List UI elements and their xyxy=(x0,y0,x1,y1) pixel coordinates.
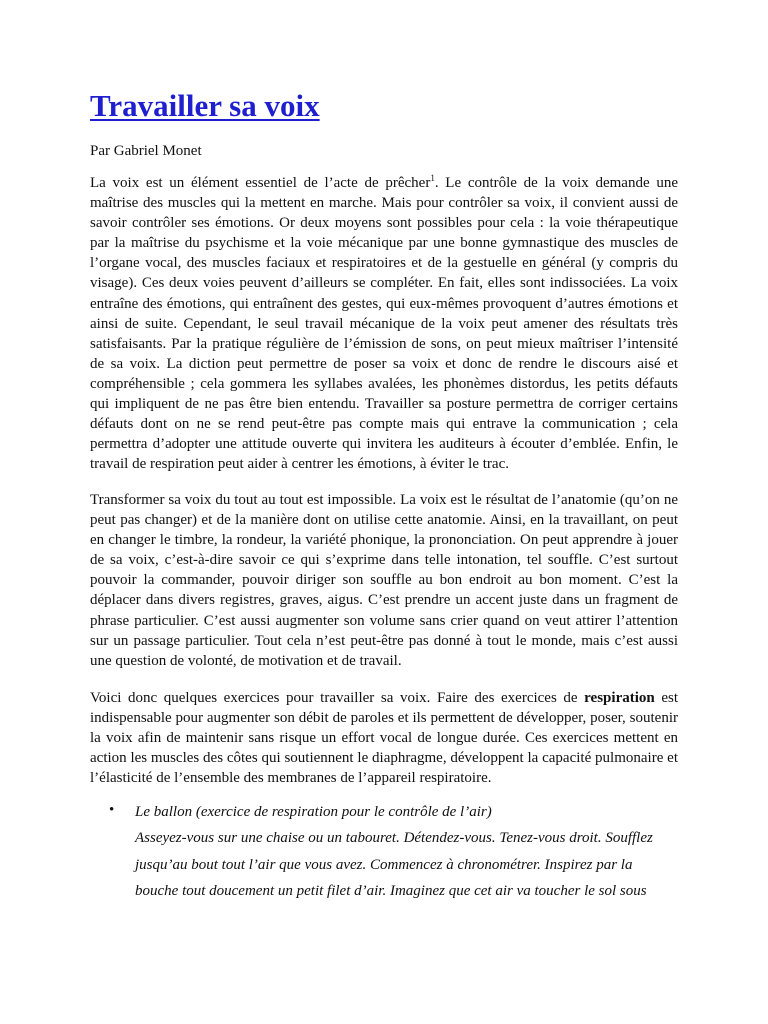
keyword-respiration: respiration xyxy=(584,690,655,706)
list-item xyxy=(90,802,678,905)
exercise-title: Le ballon (exercice de respiration pour le contrôle de l’air) xyxy=(135,804,492,820)
paragraph-intro xyxy=(90,173,678,474)
paragraph-exercises-rest: est indispensable pour augmenter son débit de paroles et ils permettent de développer, poser, soutenir la voix afin de maintenir sans risque un effort vocal de longue durée. Ces exercices mettent en action les muscles des côtes qui soutiennent le diaphragme, développent la capacité pulmonaire et l’élasticité de l’ensemble des membranes de l’appareil respiratoire. xyxy=(90,690,678,787)
paragraph-exercises-intro xyxy=(90,688,678,788)
paragraph-intro-start: La voix est un élément essentiel de l’acte de prêcher xyxy=(90,175,431,191)
paragraph-transform: Transformer sa voix du tout au tout est impossible. La voix est le résultat de l’anatomie (qu’on ne peut pas changer) et de la manière dont on utilise cette anatomie. Ainsi, en la travaillant, on peut en changer le timbre, la rondeur, la variété phonique, la prononciation. On peut apprendre à jouer de sa voix, c’est-à-dire savoir ce qui s’exprime dans telle intonation, tel souffle. C’est surtout pouvoir la commander, pouvoir diriger son souffle au bon endroit au bon moment. C’est la déplacer dans divers registres, graves, aigus. C’est prendre un accent juste dans un fragment de phrase particulier. C’est aussi augmenter son volume sans crier quand on veut attirer l’attention sur un passage particulier. Tout cela n’est peut-être pas donné à tout le monde, mais c’est aussi une question de volonté, de motivation et de travail. xyxy=(90,492,678,669)
exercise-list xyxy=(90,802,678,905)
bullet-icon: • xyxy=(109,802,115,818)
document-title[interactable]: Travailler sa voix xyxy=(90,88,320,123)
footnote-reference[interactable]: 1 xyxy=(430,173,435,183)
exercise-text: Asseyez-vous sur une chaise ou un tabouret. Détendez-vous. Tenez-vous droit. Soufflez jusqu’au bout tout l’air que vous avez. Commencez à chronométrer. Inspirez par la bouche tout doucement un petit filet d’air. Imaginez que cet air va toucher le sol sous xyxy=(135,830,653,899)
paragraph-exercises-start: Voici donc quelques exercices pour travailler sa voix. Faire des exercices de xyxy=(90,690,585,706)
author-line: Par Gabriel Monet xyxy=(90,143,202,159)
paragraph-intro-rest: . Le contrôle de la voix demande une maîtrise des muscles qui la mettent en marche. Mais pour contrôler sa voix, il convient aussi de savoir contrôler ses émotions. Or deux moyens sont possibles pour cela : la voie thérapeutique par la maîtrise du psychisme et la voie mécanique par une bonne gymnastique des muscles de l’organe vocal, des muscles faciaux et respiratoires et de la gestuelle en général (y compris du visage). Ces deux voies peuvent d’ailleurs se compléter. En fait, elles sont indissociées. La voix entraîne des émotions, qui entraînent des gestes, qui eux-mêmes provoquent d’autres émotions et ainsi de suite. Cependant, le seul travail mécanique de la voix peut amener des résultats très satisfaisants. Par la pratique régulière de l’émission de sons, on peut mieux maîtriser l’intensité de sa voix. La diction peut permettre de poser sa voix et donc de rendre le discours aisé et compréhensible ; cela gommera les syllabes avalées, les phonèmes distordus, les petits défauts qui impliquent de ne pas être bien entendu. Travailler sa posture permettra de corriger certains défauts dont on ne se rend peut-être pas compte mais qui entrave la communication ; cela permettra d’adopter une attitude ouverte qui invitera les auditeurs à écouter d’emblée. Enfin, le travail de respiration peut aider à centrer les émotions, à éviter le trac. xyxy=(90,175,678,473)
